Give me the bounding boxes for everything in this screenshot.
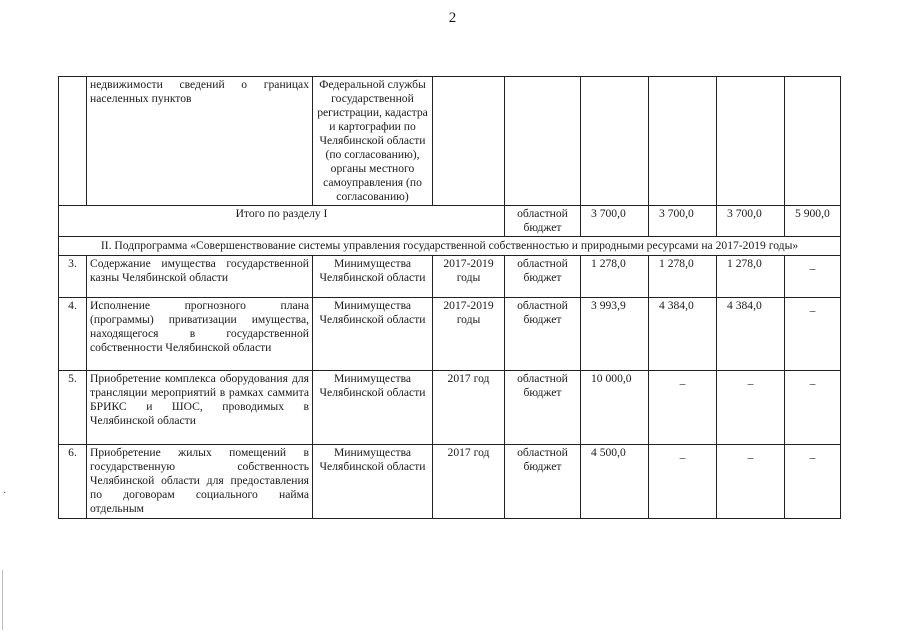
value-cell [717,77,785,206]
value-total: – [785,256,841,298]
scan-margin-line [2,570,3,630]
period: 2017-2019 годы [433,298,505,371]
table-row [59,445,841,519]
table-row-continued [59,77,841,206]
section-title: II. Подпрограмма «Совершенствование системы управления государственной собственностью и природными ресурсами на 2017-2019 годы» [59,237,841,256]
value-cell [785,77,841,206]
table-row [59,256,841,298]
funding-source: областной бюджет [505,256,581,298]
value-cell [649,77,717,206]
value-2018: 1 278,0 [649,256,717,298]
section-header-row [59,237,841,256]
table-row [59,371,841,445]
event-name: Приобретение жилых помещений в государственную собственность Челябинской области для предоставления по договорам социального найма отдельным [87,445,313,519]
event-name-cell: недвижимости сведений о границах населенных пунктов [87,77,313,206]
value-2017: 10 000,0 [581,371,649,445]
funding-source: областной бюджет [505,371,581,445]
table-row [59,298,841,371]
funding-source: областной бюджет [505,298,581,371]
row-number: 3. [59,256,87,298]
event-name: Исполнение прогнозного плана (программы) приватизации имущества, находящегося в государственной собственности Челябинской области [87,298,313,371]
executor-cell: Федеральной службы государственной регистрации, кадастра и картографии по Челябинской области (по согласованию), органы местного самоуправления (по согласованию) [313,77,433,206]
value-2018: 4 384,0 [649,298,717,371]
value-2017: 4 500,0 [581,445,649,519]
period: 2017-2019 годы [433,256,505,298]
funding-source: областной бюджет [505,445,581,519]
row-number-cell [59,77,87,206]
total-label: Итого по разделу I [59,206,505,237]
value-2019: – [717,371,785,445]
scan-margin-mark: · [3,488,7,499]
value-2017: 1 278,0 [581,256,649,298]
total-value: 3 700,0 [717,206,785,237]
value-cell [581,77,649,206]
row-number: 5. [59,371,87,445]
value-2019: 4 384,0 [717,298,785,371]
value-2019: 1 278,0 [717,256,785,298]
executor: Минимущества Челябинской области [313,445,433,519]
event-name: Содержание имущества государственной казны Челябинской области [87,256,313,298]
row-number: 6. [59,445,87,519]
total-value: 5 900,0 [785,206,841,237]
total-value: 3 700,0 [581,206,649,237]
period: 2017 год [433,445,505,519]
value-2019: – [717,445,785,519]
value-2018: – [649,445,717,519]
page-number: 2 [448,10,457,26]
row-number: 4. [59,298,87,371]
total-row [59,206,841,237]
total-value: 3 700,0 [649,206,717,237]
value-2017: 3 993,9 [581,298,649,371]
executor: Минимущества Челябинской области [313,298,433,371]
value-total: – [785,298,841,371]
value-total: – [785,445,841,519]
executor: Минимущества Челябинской области [313,371,433,445]
period: 2017 год [433,371,505,445]
value-2018: – [649,371,717,445]
event-name: Приобретение комплекса оборудования для трансляции мероприятий в рамках саммита БРИКС и ШОС, проводимых в Челябинской области [87,371,313,445]
period-cell [433,77,505,206]
value-total: – [785,371,841,445]
source-cell [505,77,581,206]
budget-table [58,76,841,519]
executor: Минимущества Челябинской области [313,256,433,298]
total-source: областной бюджет [505,206,581,237]
